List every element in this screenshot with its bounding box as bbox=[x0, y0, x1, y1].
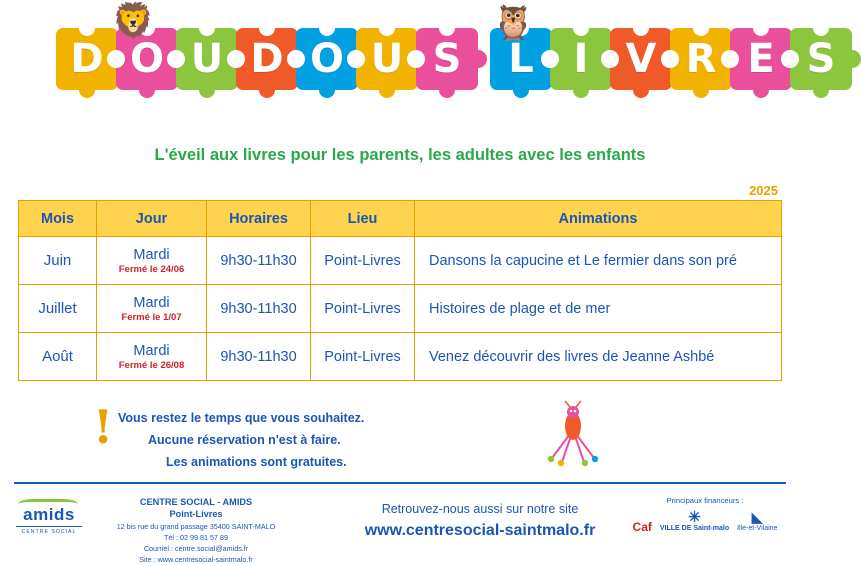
schedule-table bbox=[18, 200, 782, 381]
puzzle-knob bbox=[439, 82, 455, 98]
cell-horaires: 9h30-11h30 bbox=[207, 285, 311, 333]
footer-divider bbox=[14, 482, 786, 484]
puzzle-letter: I bbox=[550, 28, 612, 90]
column-header-animations: Animations bbox=[415, 201, 782, 237]
puzzle-notch bbox=[813, 20, 829, 36]
cell-lieu: Point-Livres bbox=[311, 333, 415, 381]
org-address: 12 bis rue du grand passage 35400 SAINT-MALO bbox=[116, 521, 276, 531]
puzzle-notch bbox=[753, 20, 769, 36]
cell-jour-closure-note: Fermé le 26/08 bbox=[118, 359, 185, 371]
website-promo bbox=[330, 502, 630, 540]
caf-logo bbox=[633, 521, 652, 533]
cell-jour bbox=[97, 285, 207, 333]
puzzle-knob bbox=[813, 82, 829, 98]
column-header-mois: Mois bbox=[19, 201, 97, 237]
year-label: 2025 bbox=[749, 183, 778, 198]
org-name: CENTRE SOCIAL - AMIDS bbox=[139, 497, 253, 507]
insect-illustration-icon bbox=[538, 404, 608, 466]
website-promo-text: Retrouvez-nous aussi sur notre site bbox=[381, 502, 579, 516]
cell-animations: Histoires de plage et de mer bbox=[415, 285, 782, 333]
title-banner bbox=[0, 0, 836, 118]
cell-jour-closure-note: Fermé le 1/07 bbox=[121, 311, 182, 323]
table-row bbox=[19, 333, 782, 381]
puzzle-notch bbox=[439, 20, 455, 36]
cell-horaires: 9h30-11h30 bbox=[207, 237, 311, 285]
org-email[interactable]: Courriel : centre.social@amids.fr bbox=[143, 544, 249, 554]
puzzle-notch bbox=[573, 20, 589, 36]
puzzle-letter: O bbox=[116, 28, 178, 90]
org-phone: Tél : 02 99 81 57 89 bbox=[164, 533, 228, 542]
puzzle-letter: E bbox=[730, 28, 792, 90]
cell-jour-closure-note: Fermé le 24/06 bbox=[118, 263, 185, 275]
saint-malo-cross-icon: ✳ bbox=[688, 509, 701, 526]
puzzle-notch bbox=[693, 20, 709, 36]
puzzle-notch bbox=[199, 20, 215, 36]
puzzle-letter: S bbox=[790, 28, 852, 90]
puzzle-letter: L bbox=[490, 28, 552, 90]
cell-mois: Juin bbox=[19, 237, 97, 285]
amids-logo bbox=[16, 506, 82, 535]
puzzle-knob bbox=[199, 82, 215, 98]
cell-mois: Août bbox=[19, 333, 97, 381]
puzzle-notch bbox=[319, 20, 335, 36]
logo-tagline: CENTRE SOCIAL bbox=[16, 526, 82, 535]
puzzle-knob bbox=[753, 82, 769, 98]
puzzle-knob bbox=[633, 82, 649, 98]
exclamation-icon: ! bbox=[93, 400, 114, 454]
cell-horaires: 9h30-11h30 bbox=[207, 333, 311, 381]
puzzle-knob bbox=[139, 82, 155, 98]
table-header-row bbox=[19, 201, 782, 237]
puzzle-notch bbox=[379, 20, 395, 36]
puzzle-letter: U bbox=[356, 28, 418, 90]
practical-notes bbox=[118, 408, 364, 474]
cell-jour-value: Mardi bbox=[133, 294, 170, 311]
puzzle-letter: R bbox=[670, 28, 732, 90]
puzzle-knob bbox=[693, 82, 709, 98]
footer bbox=[0, 488, 800, 566]
puzzle-letter: S bbox=[416, 28, 478, 90]
cell-jour bbox=[97, 237, 207, 285]
funders-label: Principaux financeurs : bbox=[666, 496, 744, 505]
puzzle-notch bbox=[633, 20, 649, 36]
puzzle-knob bbox=[259, 82, 275, 98]
puzzle-title bbox=[56, 28, 850, 90]
caf-mark-icon: Caf bbox=[632, 520, 652, 535]
website-promo-url[interactable]: www.centresocial-saintmalo.fr bbox=[364, 522, 596, 539]
logo-wordmark: amids bbox=[23, 505, 75, 524]
column-header-horaires: Horaires bbox=[207, 201, 311, 237]
ville-de-saint-malo-logo bbox=[660, 510, 729, 533]
puzzle-letter: U bbox=[176, 28, 238, 90]
cell-lieu: Point-Livres bbox=[311, 285, 415, 333]
note-line-3: Les animations sont gratuites. bbox=[166, 454, 347, 469]
table-row bbox=[19, 237, 782, 285]
puzzle-knob bbox=[79, 82, 95, 98]
note-line-1: Vous restez le temps que vous souhaitez. bbox=[118, 411, 365, 425]
puzzle-knob bbox=[379, 82, 395, 98]
logo-swoosh-icon bbox=[18, 499, 78, 509]
departement-ille-et-vilaine-logo bbox=[737, 510, 777, 533]
cell-jour-value: Mardi bbox=[133, 342, 170, 359]
puzzle-letter: O bbox=[296, 28, 358, 90]
puzzle-letter: D bbox=[56, 28, 118, 90]
puzzle-notch bbox=[79, 20, 95, 36]
funders-block bbox=[620, 496, 790, 533]
cell-lieu: Point-Livres bbox=[311, 237, 415, 285]
note-line-2: Aucune réservation n'est à faire. bbox=[148, 432, 341, 447]
owl-mascot-icon: 🦉 bbox=[492, 4, 535, 42]
column-header-jour: Jour bbox=[97, 201, 207, 237]
puzzle-letter: V bbox=[610, 28, 672, 90]
puzzle-notch bbox=[259, 20, 275, 36]
org-place: Point-Livres bbox=[169, 509, 223, 520]
cell-animations: Dansons la capucine et Le fermier dans son pré bbox=[415, 237, 782, 285]
organisation-contact-block bbox=[76, 496, 316, 565]
puzzle-knob bbox=[513, 82, 529, 98]
saint-malo-label: VILLE DE Saint-malo bbox=[659, 525, 730, 532]
table-row bbox=[19, 285, 782, 333]
puzzle-letter: D bbox=[236, 28, 298, 90]
departement-mark-icon: ◣ bbox=[751, 509, 764, 526]
cell-mois: Juillet bbox=[19, 285, 97, 333]
cell-jour-value: Mardi bbox=[133, 246, 170, 263]
schedule-table-wrapper bbox=[18, 200, 782, 381]
cell-animations: Venez découvrir des livres de Jeanne Ashbé bbox=[415, 333, 782, 381]
cell-jour bbox=[97, 333, 207, 381]
puzzle-knob bbox=[573, 82, 589, 98]
puzzle-knob bbox=[319, 82, 335, 98]
column-header-lieu: Lieu bbox=[311, 201, 415, 237]
org-website[interactable]: Site : www.centresocial-saintmalo.fr bbox=[139, 555, 253, 565]
departement-label: Ille-et-Vilaine bbox=[737, 525, 778, 532]
page-subtitle: L'éveil aux livres pour les parents, les adultes avec les enfants bbox=[154, 146, 646, 164]
lion-mascot-icon: 🦁 bbox=[112, 2, 155, 40]
